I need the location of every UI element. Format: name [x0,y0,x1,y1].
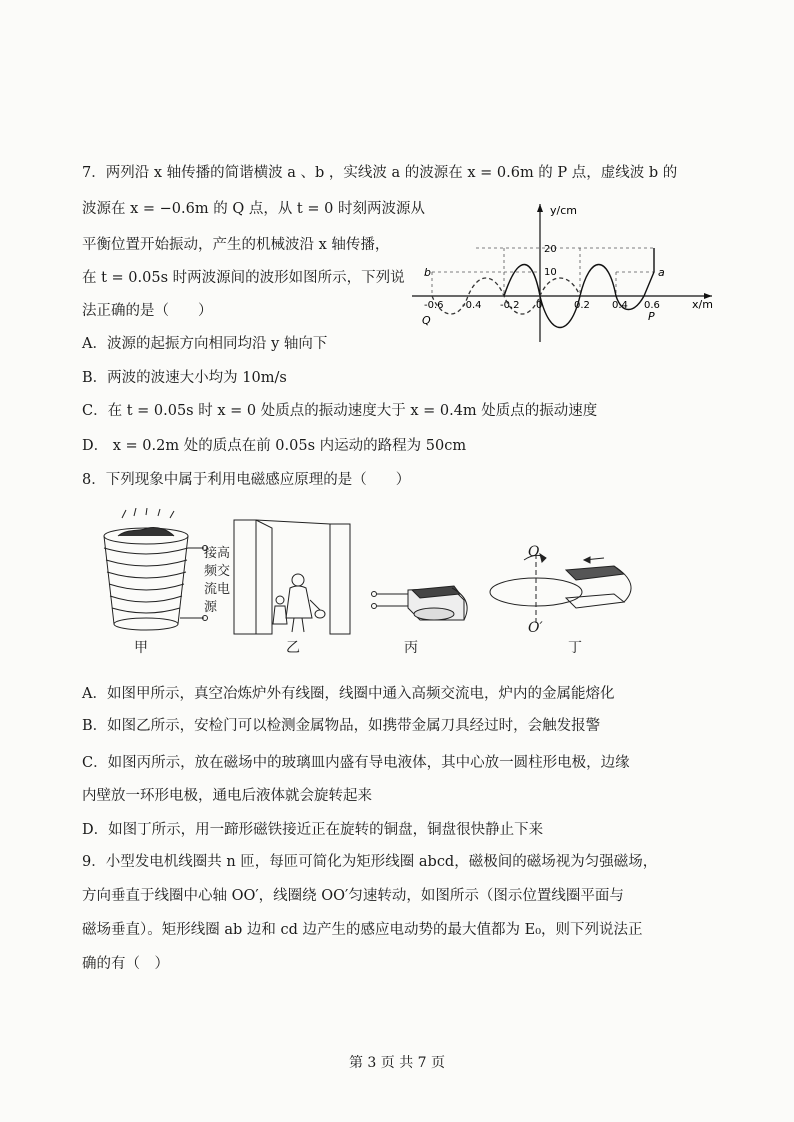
q9-line3: 磁场垂直）。矩形线圈 ab 边和 cd 边产生的感应电动势的最大值都为 E₀，则下列说法正 [82,922,643,938]
q7-line5: 法正确的是（ ） [82,303,213,319]
x-tick: -0.6 [424,300,444,311]
x-tick: -0.2 [500,300,520,311]
q7-line2: 波源在 x = −0.6m 的 Q 点，从 t = 0 时刻两波源从 [82,201,425,217]
caption-yi: 乙 [286,640,300,656]
q7-option-b: B．两波的波速大小均为 10m/s [82,370,287,386]
x-tick: 0.4 [612,300,628,311]
figure-bing-rotating-liquid [368,580,478,630]
wave-a-label: a [658,266,665,279]
caption-ding: 丁 [568,640,582,656]
q7-line3: 平衡位置开始振动，产生的机械波沿 x 轴传播， [82,237,390,253]
y-tick: 10 [544,267,557,278]
point-Q-label: Q [422,314,431,327]
q7-option-a: A．波源的起振方向相同均沿 y 轴向下 [82,336,328,352]
page-footer: 第 3 页 共 7 页 [348,1055,446,1071]
x-tick: -0.4 [462,300,482,311]
x-tick: 0.2 [574,300,590,311]
figure-jia-furnace [92,508,222,636]
q8-option-b: B．如图乙所示，安检门可以检测金属物品，如携带金属刀具经过时，会触发报警 [82,718,601,734]
q7-option-d: D． x = 0.2m 处的质点在前 0.05s 内运动的路程为 50cm [82,438,467,454]
q8-option-a: A．如图甲所示，真空冶炼炉外有线圈，线圈中通入高频交流电，炉内的金属能熔化 [82,686,615,702]
figure-yi-security-gate [232,518,354,640]
caption-bing: 丙 [404,640,418,656]
q8-option-d: D．如图丁所示，用一蹄形磁铁接近正在旋转的铜盘，铜盘很快静止下来 [82,822,544,838]
x-tick: 0.6 [644,300,660,311]
axis-O-prime-label: O′ [528,620,543,636]
figure-ding-copper-disk [484,540,644,640]
x-tick: 0 [536,300,543,311]
y-tick: 20 [544,244,557,255]
q8-option-c-line2: 内壁放一环形电极，通电后液体就会旋转起来 [82,788,372,804]
q7-option-c: C．在 t = 0.05s 时 x = 0 处质点的振动速度大于 x = 0.4m 处质点的振动速度 [82,403,598,419]
x-axis-label: x/m [692,298,713,311]
q9-line4: 确的有（ ） [82,956,169,972]
point-P-label: P [648,310,655,323]
wave-graph [408,196,720,346]
q7-line1: 7．两列沿 x 轴传播的简谐横波 a 、b ，实线波 a 的波源在 x = 0.6m 的 P 点，虚线波 b 的 [82,165,678,181]
q9-line2: 方向垂直于线圈中心轴 OO′，线圈绕 OO′匀速转动，如图所示（图示位置线圈平面与 [82,888,624,904]
q9-line1: 9．小型发电机线圈共 n 匝，每匝可简化为矩形线圈 abcd，磁极间的磁场视为匀强磁场， [82,854,658,870]
q7-line4: 在 t = 0.05s 时两波源间的波形如图所示，下列说 [82,270,405,286]
caption-jia: 甲 [134,640,148,656]
q8-option-c-line1: C．如图丙所示，放在磁场中的玻璃皿内盛有导电液体，其中心放一圆柱形电极，边缘 [82,755,630,771]
axis-O-label: O [528,544,540,560]
y-axis-label: y/cm [550,204,577,217]
wave-b-label: b [424,266,431,279]
furnace-power-label: 接高 频交 流电 源 [204,546,231,615]
q8-stem: 8．下列现象中属于利用电磁感应原理的是（ ） [82,472,411,488]
